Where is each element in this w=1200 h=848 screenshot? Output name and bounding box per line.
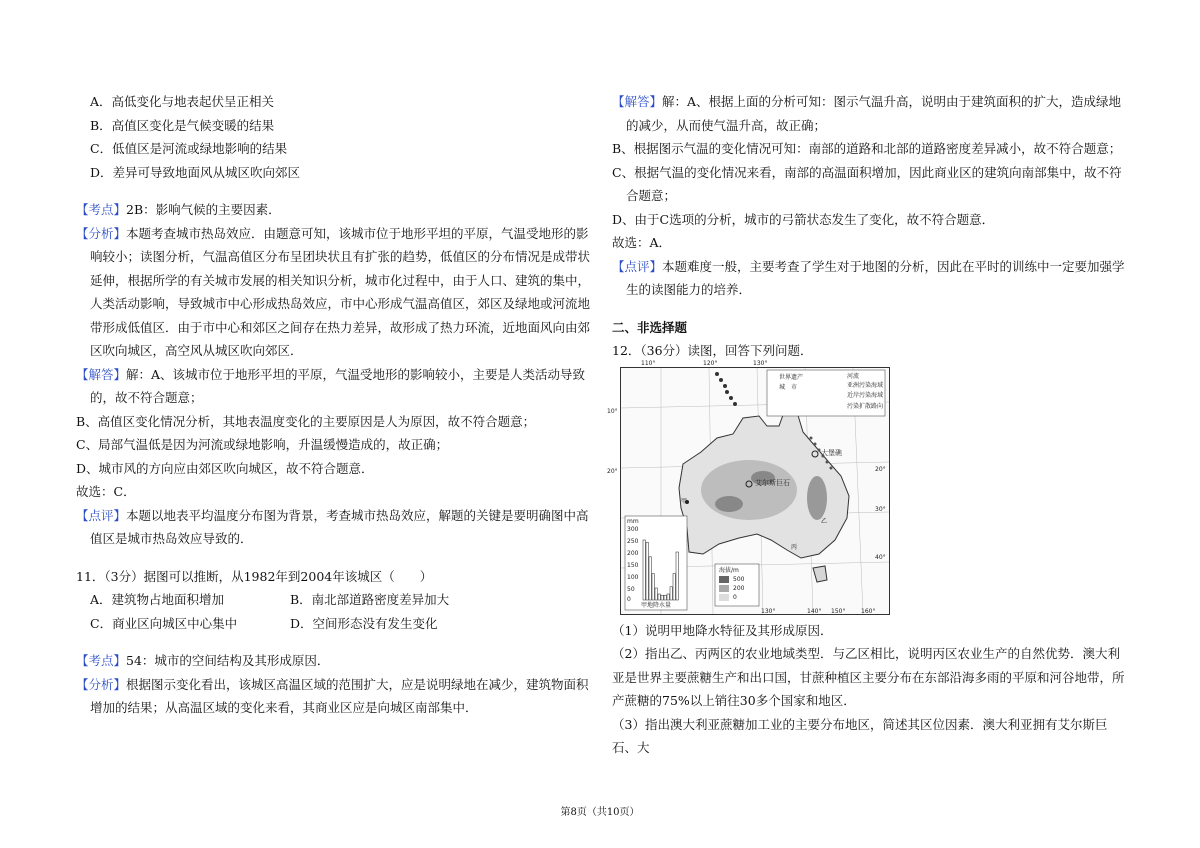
lon-label: 140°: [807, 607, 822, 615]
legend-city: 城 市: [779, 383, 798, 391]
legend-world-heritage: 世界遗产: [779, 373, 804, 381]
hist-unit: mm: [627, 517, 639, 525]
legend-coastal-polluted-sea: 近岸污染海域: [847, 391, 884, 399]
q10-dianping: [76, 504, 596, 551]
q12-sub1: （1）说明甲地降水特征及其形成原因．: [612, 622, 833, 638]
elevation-value: 200: [733, 584, 745, 592]
hist-ytick: 100: [627, 573, 639, 581]
jieda-tag: 【解答】: [612, 94, 663, 109]
hist-ytick: 300: [627, 525, 639, 533]
kaodian-text: 54：城市的空间结构及其形成原因．: [126, 653, 330, 668]
lat-label: 10°: [607, 407, 618, 415]
place-uluru: 艾尔斯巨石: [755, 478, 790, 487]
q10-answer: 故选：C．: [76, 484, 136, 499]
hist-ytick: 250: [627, 537, 639, 545]
q11-option-a: A．建筑物占地面积增加: [90, 592, 225, 607]
fenxi-text: 本题考查城市热岛效应．由题意可知，该城市位于地形平坦的平原，气温受地形的影响较小；读图分析，气温高值区分布呈团块状且有扩张的趋势，低值区的分布情况是成带状延伸，根据所学的有关城市发展的相关知识分析，城市化过程中，由于人口、建筑的集中，人类活动影响，导致城市中心形成热岛效应，市中心形成气温高值区，郊区及绿地或河流地带形成低值区．由于市中心和郊区之间存在热力差异，故形成了热力环流，近地面风向由郊区吹向城区，高空风从城区吹向郊区．: [90, 225, 591, 358]
jieda-tag: 【解答】: [76, 366, 127, 382]
lon-label: 160°: [861, 607, 876, 615]
q10-jieda: [76, 363, 596, 410]
q10-kaodian: [76, 198, 596, 222]
q11-options-row1: [76, 588, 596, 612]
legend-river: 河流: [847, 372, 860, 380]
elevation-value: 0: [733, 593, 737, 601]
q11-jieda-d: D、由于C选项的分析，城市的弓箭状态发生了变化，故不符合题意．: [612, 211, 995, 227]
hist-ytick: 150: [627, 561, 639, 569]
lon-label: 130°: [753, 359, 768, 367]
q11-option-b: B．南北部道路密度差异加大: [290, 592, 450, 607]
q11-option-d: D．空间形态没有发生变化: [290, 615, 438, 631]
zone-yi: 乙: [821, 517, 828, 525]
q11-answer: 故选：A．: [612, 235, 672, 250]
q11-dianping: [612, 255, 1132, 302]
hist-ytick: 200: [627, 549, 639, 557]
dianping-tag: 【点评】: [76, 507, 127, 523]
q11-jieda: [612, 90, 1132, 137]
legend-asia-polluted-sea: 亚洲污染海域: [847, 381, 884, 389]
q10-jieda-d: D、城市风的方向应由郊区吹向城区，故不符合题意．: [76, 460, 374, 476]
q10-option-d: D．差异可导致地面风从城区吹向郊区: [90, 164, 301, 180]
australia-map-figure: [607, 359, 890, 615]
lat-label: 20°: [607, 467, 618, 475]
q11-jieda-b: B、根据图示气温的变化情况可知：南部的道路和北部的道路密度差异减小，故不符合题意；: [612, 141, 1122, 156]
q12-sub2: （2）指出乙、丙两区的农业地域类型．与乙区相比，说明丙区农业生产的自然优势．澳大利亚是世界主要蔗糖生产和出口国，甘蔗种植区主要分布在东部沿海多雨的平原和河谷地带，所产蔗糖的75%以上销往30多个国家和地区．: [612, 646, 1125, 708]
lon-label: 150°: [831, 607, 846, 615]
fenxi-tag: 【分析】: [76, 225, 127, 241]
legend-pollution-direction: 污染扩散路向: [847, 402, 884, 410]
dianping-text: 本题难度一般，主要考查了学生对于地图的分析，因此在平时的训练中一定要加强学生的读图能力的培养．: [626, 258, 1125, 297]
lat-label: 30°: [875, 505, 886, 513]
q11-fenxi: [76, 673, 596, 720]
q10-fenxi: [76, 222, 596, 363]
place-great-barrier-reef: 大堡礁: [821, 448, 842, 457]
q10-option-b: B．高值区变化是气候变暖的结果: [90, 117, 275, 133]
page-footer: 第8页（共10页）: [560, 807, 640, 818]
q10-option-a: A．高低变化与地表起伏呈正相关: [90, 94, 275, 109]
elevation-value: 500: [733, 575, 745, 583]
kaodian-tag: 【考点】: [76, 653, 127, 668]
q10-jieda-b: B、高值区变化情况分析，其地表温度变化的主要原因是人为原因，故不符合题意；: [76, 413, 536, 429]
jieda-a-text: 解：A、根据上面的分析可知：图示气温升高，说明由于建筑面积的扩大，造成绿地的减少，从而使气温升高，故正确；: [626, 94, 1122, 133]
jieda-a-text: 解：A、该城市位于地形平坦的平原，气温受地形的影响较小，主要是人类活动导致的，故不符合题意；: [90, 366, 586, 405]
section-title: 二、非选择题: [612, 319, 688, 335]
q11-options-row2: [76, 612, 596, 636]
hist-xlabel: 甲地降水量: [641, 601, 672, 609]
q11-kaodian: [76, 649, 596, 673]
elevation-title: 海拔/m: [719, 566, 739, 574]
hist-ytick: 50: [627, 585, 635, 593]
lon-label: 120°: [703, 359, 718, 367]
dianping-text: 本题以地表平均温度分布图为背景，考查城市热岛效应，解题的关键是要明确图中高值区是城市热岛效应导致的．: [90, 507, 589, 546]
lon-label: 110°: [641, 359, 656, 367]
q11-jieda-c: C、根据气温的变化情况来看，南部的高温面积增加，因此商业区的建筑向南部集中，故不符合题意；: [612, 164, 1122, 203]
q11-stem: 11．（3分）据图可以推断，从1982年到2004年该城区（ ）: [76, 568, 433, 584]
lat-label: 40°: [875, 553, 886, 561]
q12-sub3: （3）指出澳大利亚蔗糖加工业的主要分布地区，简述其区位因素．澳大利亚拥有艾尔斯巨石、大: [612, 716, 1108, 755]
right-column: [607, 90, 1132, 760]
q12-stem: 12．（36分）读图，回答下列问题．: [612, 343, 813, 358]
q11-option-c: C．商业区向城区中心集中: [90, 615, 238, 631]
q10-option-c: C．低值区是河流或绿地影响的结果: [90, 141, 288, 156]
hist-ytick: 0: [627, 595, 631, 603]
kaodian-text: 2B：影响气候的主要因素．: [126, 202, 281, 217]
lon-label: 130°: [761, 607, 776, 615]
zone-jia: 甲: [681, 497, 688, 505]
fenxi-text: 根据图示变化看出，该城区高温区域的范围扩大，应是说明绿地在减少，建筑物面积增加的结果；从高温区域的变化来看，其商业区应是向城区南部集中．: [90, 676, 589, 715]
dianping-tag: 【点评】: [612, 258, 663, 274]
fenxi-tag: 【分析】: [76, 676, 127, 692]
zone-bing: 丙: [791, 543, 798, 551]
lat-label: 20°: [875, 465, 886, 473]
left-column: [76, 90, 596, 720]
q10-jieda-c: C、局部气温低是因为河流或绿地影响，升温缓慢造成的，故正确；: [76, 437, 449, 452]
kaodian-tag: 【考点】: [76, 202, 127, 217]
